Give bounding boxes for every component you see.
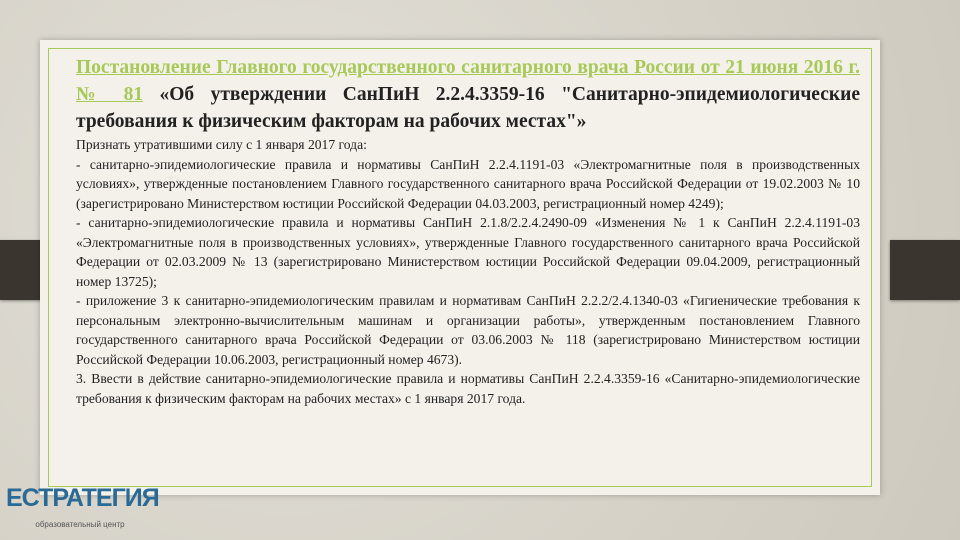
slide-card [40, 40, 880, 495]
body-paragraph: - санитарно-эпидемиологические правила и нормативы СанПиН 2.2.4.1191-03 «Электромагнитные поля в производственных условиях», утвержденные постановлением Главного государственного санитарного врача Российской Федерации от 19.02.2003 № 10 (зарегистрировано Министерством юстиции Российской Федерации 04.03.2003, регистрационный номер 4249); [76, 156, 860, 211]
decree-title: «Об утверждении СанПиН 2.2.4.3359-16 "Санитарно-эпидемиологические требования к физическим факторам на рабочих местах"» [76, 84, 860, 132]
decorative-band-right [890, 240, 960, 300]
decree-link[interactable]: Постановление Главного государственного санитарного врача России от 21 июня 2016 г. № 81 [76, 57, 860, 105]
logo-subtitle: образовательный центр [35, 520, 125, 529]
decree-body [76, 135, 860, 408]
body-paragraph: 3. Ввести в действие санитарно-эпидемиологические правила и нормативы СанПиН 2.2.4.3359-16 «Санитарно-эпидемиологические требования к физическим факторам на рабочих местах» с 1 января 2017 года. [76, 371, 860, 406]
body-paragraph: - приложение 3 к санитарно-эпидемиологическим правилам и нормативам СанПиН 2.2.2/2.4.1340-03 «Гигиенические требования к персональным электронно-вычислительным машинам и организации работы», утвержденным постановлением Главного государственного санитарного врача Российской Федерации от 03.06.2003 № 118 (зарегистрировано Министерством юстиции Российской Федерации 10.06.2003, регистрационный номер 4673). [76, 293, 860, 367]
slide-heading [76, 54, 860, 135]
body-paragraph: Признать утратившими силу с 1 января 2017 года: [76, 137, 367, 152]
body-paragraph: - санитарно-эпидемиологические правила и нормативы СанПиН 2.1.8/2.2.4.2490-09 «Изменения № 1 к СанПиН 2.2.4.1191-03 «Электромагнитные поля в производственных условиях», утвержденные Главного государственного санитарного врача Российской Федерации от 02.03.2009 № 13 (зарегистрировано Министерством юстиции Российской Федерации 09.04.2009, регистрационный номер 13725); [76, 215, 860, 289]
strategy-logo [2, 484, 159, 540]
slide-content [76, 54, 860, 408]
logo-text: ЕСТРАТЕГИЯ [6, 484, 159, 512]
